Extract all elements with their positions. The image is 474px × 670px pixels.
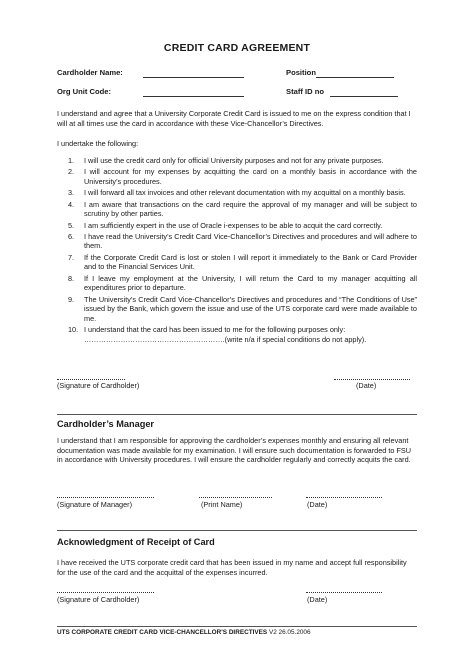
position-label: Position xyxy=(286,68,316,77)
list-item: 5. I am sufficiently expert in the use of Oracle i-expenses to be able to acquit the card correctly. xyxy=(68,220,383,230)
receipt-date-label: (Date) xyxy=(307,595,328,604)
manager-signature-label: (Signature of Manager) xyxy=(57,500,133,509)
org-unit-code-field[interactable] xyxy=(143,96,244,97)
purpose-field[interactable]: ………………………………………………….(write n/a if special conditions do not apply). xyxy=(84,334,367,344)
undertakings-list xyxy=(57,156,417,346)
receipt-signature-line[interactable] xyxy=(57,592,154,593)
list-item: 10. I understand that the card has been issued to me for the following purposes only: ………………………………………………….(write n/a if special conditions do not apply). xyxy=(68,325,367,344)
org-unit-code-label: Org Unit Code: xyxy=(57,87,111,96)
section-divider xyxy=(57,414,417,415)
cardholder-name-field[interactable] xyxy=(143,77,244,78)
manager-print-name-line[interactable] xyxy=(199,497,272,498)
receipt-section-heading: Acknowledgment of Receipt of Card xyxy=(57,537,215,547)
manager-signature-line[interactable] xyxy=(57,497,154,498)
receipt-signature-label: (Signature of Cardholder) xyxy=(57,595,140,604)
document-footer xyxy=(57,626,417,636)
manager-section-heading: Cardholder’s Manager xyxy=(57,419,155,429)
cardholder-signature-label: (Signature of Cardholder) xyxy=(57,381,140,390)
manager-date-label: (Date) xyxy=(307,500,328,509)
list-item: 2. I will account for my expenses by acquitting the card on a monthly basis in accordance with the University’s procedures. xyxy=(68,167,417,186)
list-item: 7. If the Corporate Credit Card is lost or stolen I will report it immediately to the Bank or Card Provider and to the Financial Services Unit. xyxy=(68,252,417,272)
cardholder-name-label: Cardholder Name: xyxy=(57,68,123,77)
list-item: 3. I will forward all tax invoices and other relevant documentation with my acquittal on a monthly basis. xyxy=(68,188,406,198)
manager-paragraph: I understand that I am responsible for approving the cardholder’s expenses monthly and ensuring all relevant documentation was made available for my examination. I will ensure such documentation is forwarded to FSU in accordance with University procedures. I will ensure the cardholder regularly and correctly acquits the card. xyxy=(57,436,412,465)
list-item: 8. If I leave my employment at the University, I will return the Card to my manager acquitting all expenditures prior to departure. xyxy=(68,273,417,293)
staff-id-field[interactable] xyxy=(330,96,398,97)
intro-paragraph: I understand and agree that a University Corporate Credit Card is issued to me on the express condition that I will at all times use the card in accordance with these Vice-Chancellor’s Directives. xyxy=(57,109,411,128)
cardholder-date-line[interactable] xyxy=(334,379,410,380)
receipt-paragraph: I have received the UTS corporate credit card that has been issued in my name and accept full responsibility for the use of the card and the acquittal of the expenses incurred. xyxy=(57,558,407,577)
undertake-heading: I undertake the following: xyxy=(57,139,139,148)
document-title: CREDIT CARD AGREEMENT xyxy=(163,42,311,54)
position-field[interactable] xyxy=(316,77,394,78)
footer-title: UTS CORPORATE CREDIT CARD VICE-CHANCELLOR'S DIRECTIVES xyxy=(57,629,268,636)
receipt-date-line[interactable] xyxy=(306,592,382,593)
cardholder-signature-line[interactable] xyxy=(57,379,125,380)
list-item: 1. I will use the credit card only for official University purposes and not for any private purposes. xyxy=(68,156,384,165)
cardholder-date-label: (Date) xyxy=(356,381,377,390)
footer-version: V2 26.05.2006 xyxy=(268,629,311,636)
list-item: 4. I am aware that transactions on the card require the approval of my manager and will be subject to scrutiny by other parties. xyxy=(68,199,417,219)
list-item: 6. I have read the University’s Credit Card Vice-Chancellor’s Directives and procedures and will adhere to them. xyxy=(68,231,417,251)
list-item: 9. The University’s Credit Card Vice-Chancellor’s Directives and procedures and “The Conditions of Use” issued by the Bank, which govern the issue and use of the UTS corporate card were made available to me. xyxy=(68,294,417,323)
staff-id-label: Staff ID no xyxy=(286,87,324,96)
section-divider xyxy=(57,530,417,531)
manager-date-line[interactable] xyxy=(306,497,382,498)
manager-print-name-label: (Print Name) xyxy=(201,500,243,509)
